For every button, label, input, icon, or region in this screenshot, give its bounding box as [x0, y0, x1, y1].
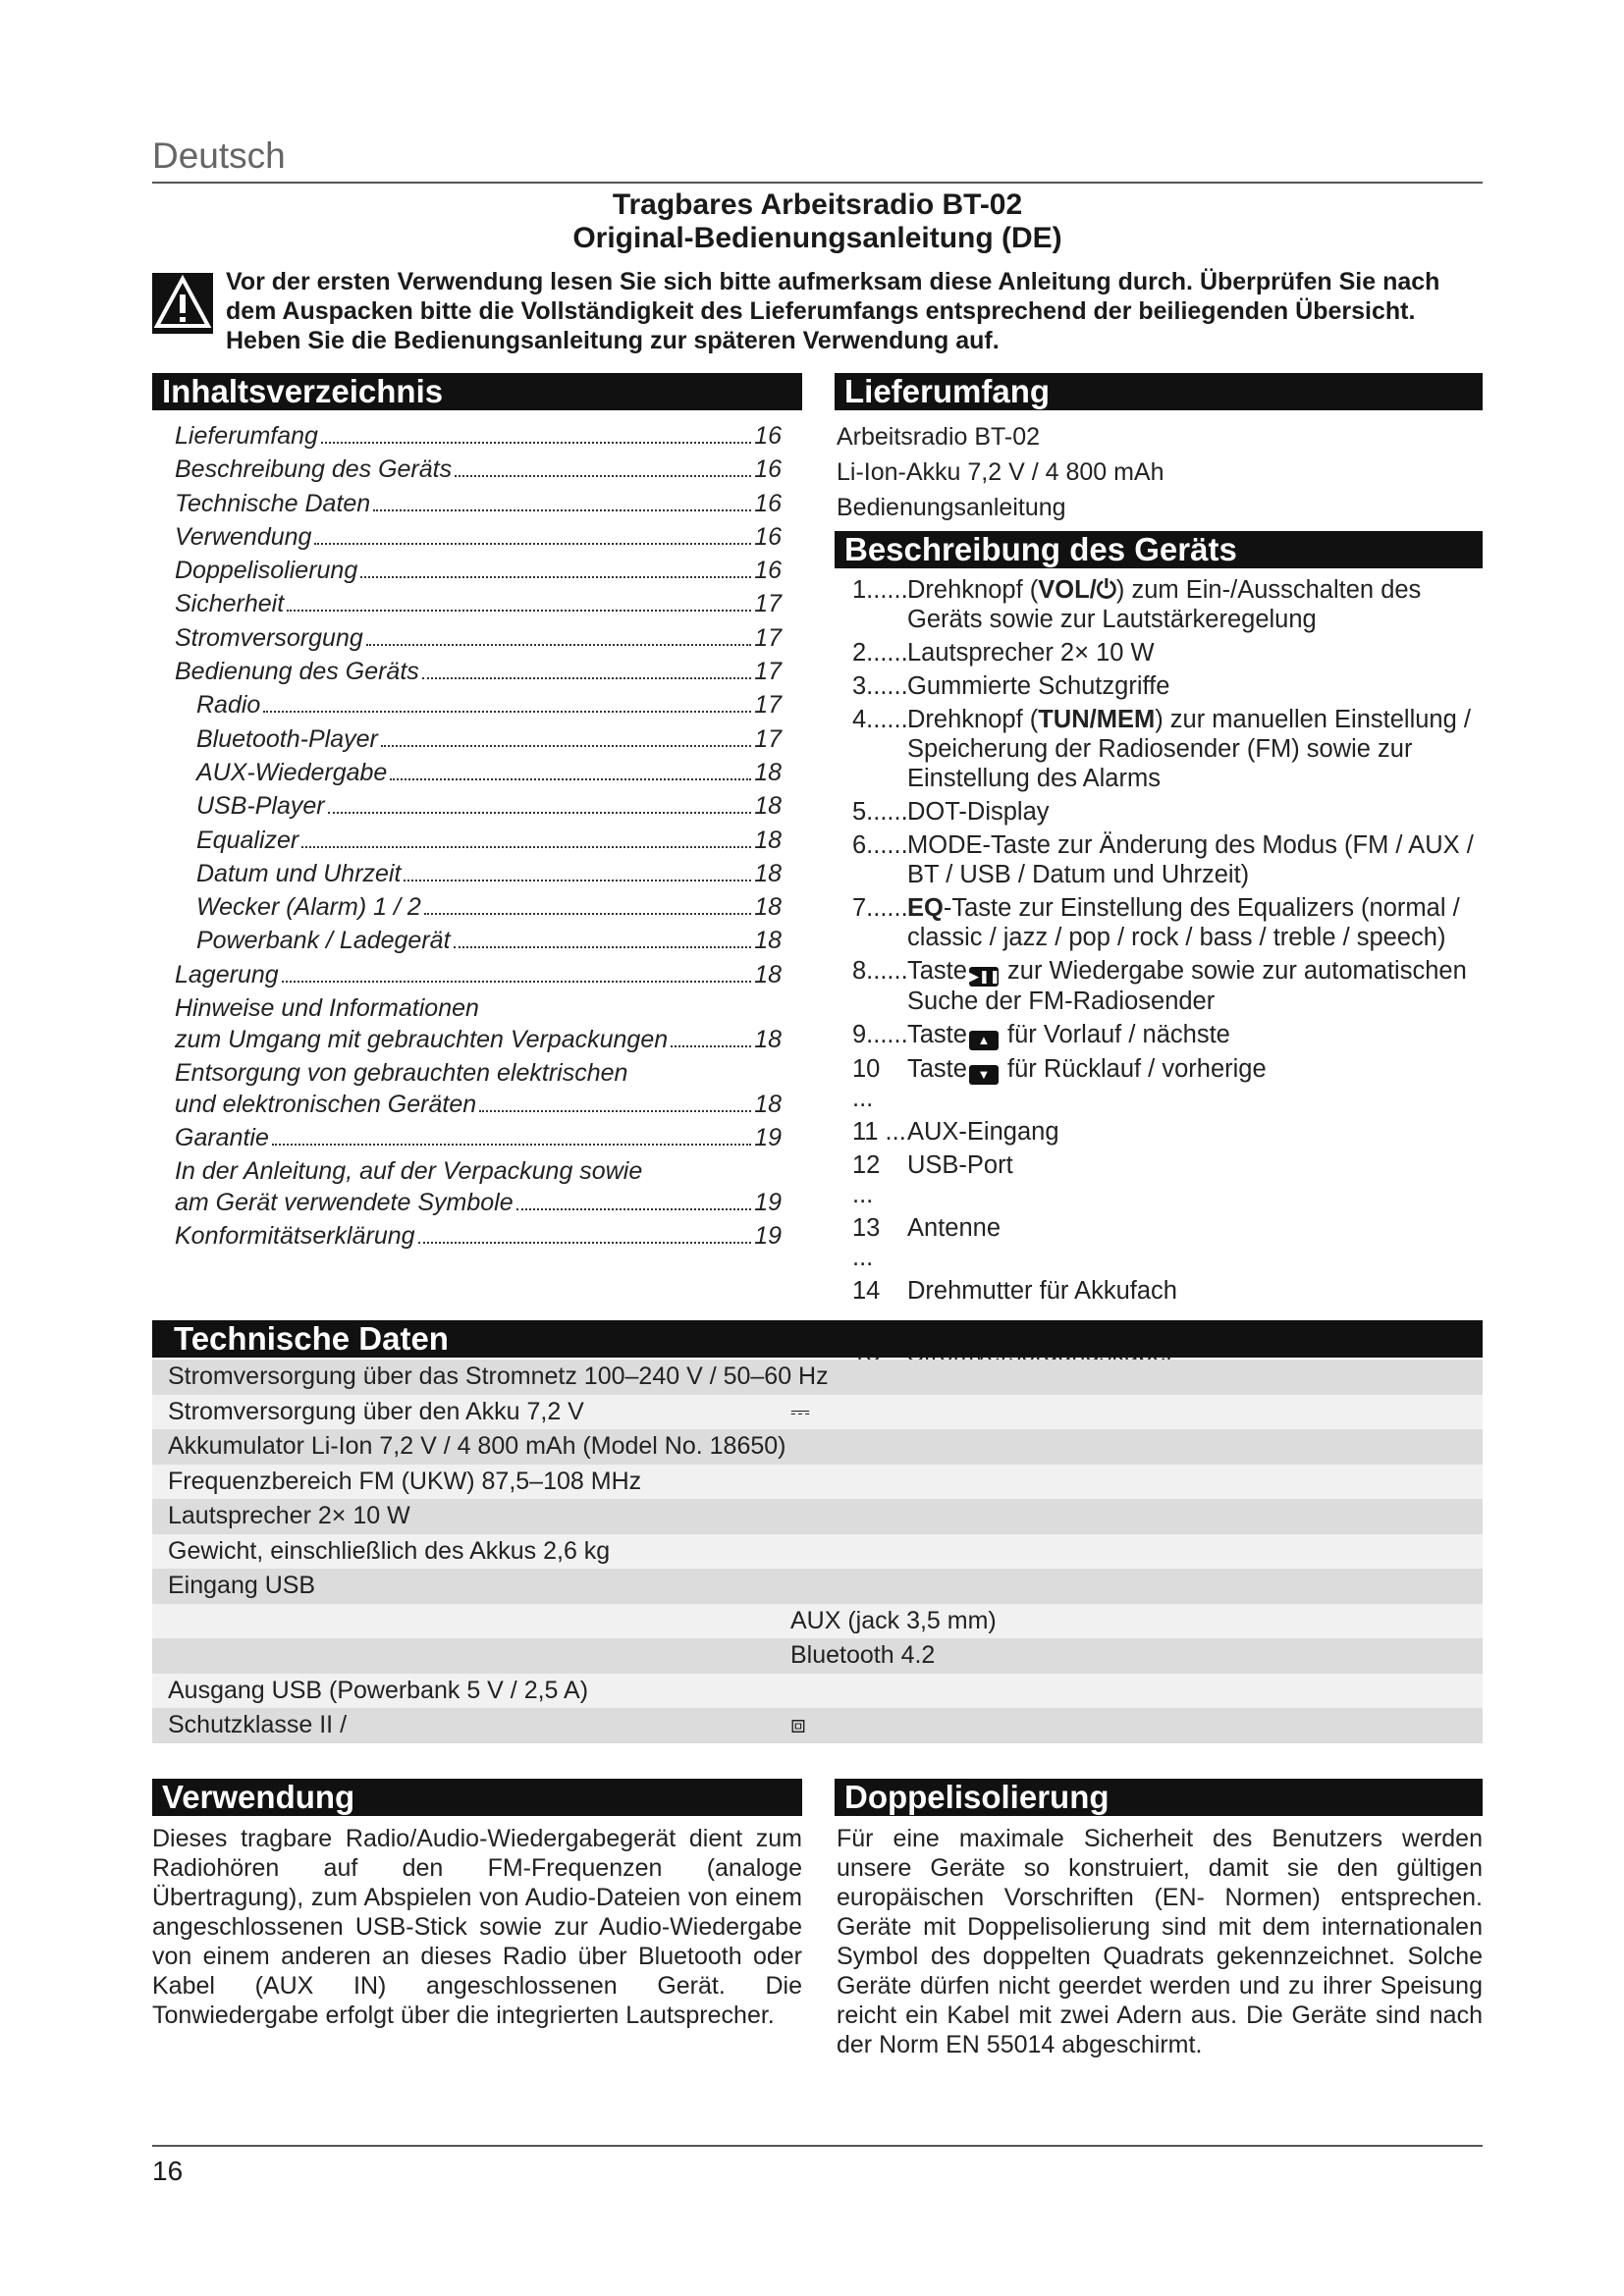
toc-entry-label: Sicherheit [175, 590, 285, 618]
toc-leader [328, 812, 752, 814]
item-text-part: Gummierte Schutzgriffe [907, 672, 1170, 700]
toc-entry[interactable] [175, 419, 782, 453]
toc-entry-page: 19 [754, 1124, 782, 1152]
item-number: 5...... [852, 798, 908, 826]
toc-entry-page: 18 [754, 1026, 782, 1054]
spec-row [152, 1638, 1483, 1674]
spec-row [152, 1395, 1483, 1430]
toc-heading: Inhaltsverzeichnis [152, 373, 802, 410]
toc-entry[interactable] [175, 688, 782, 721]
item-number: 8...... [852, 957, 908, 985]
description-item [852, 671, 1481, 701]
toc-entry-page: 17 [754, 590, 782, 618]
toc-entry-page: 18 [754, 893, 782, 922]
usage-text: Dieses tragbare Radio/Audio-Wiedergabegerät dient zum Radiohören auf den FM-Frequenzen (analoge Übertragung), zum Abspielen von Audio-Dateien von einem angeschlossenen USB-Stick sowie zur Audio-Wiedergabe von einem anderen an dieses Radio über Bluetooth oder Kabel (AUX IN) angeschlossenen Gerät. Die Tonwiedergabe erfolgt über die integrierten Lautsprecher. [152, 1825, 802, 2029]
spec-row [152, 1499, 1483, 1534]
description-item [852, 575, 1481, 634]
toc-leader [314, 543, 751, 545]
specs-table [152, 1360, 1483, 1743]
description-item [852, 1117, 1481, 1147]
toc-entry[interactable] [175, 924, 782, 957]
item-text-part: USB-Port [907, 1151, 1013, 1179]
item-number: 12 ... [852, 1151, 881, 1208]
spec-row [152, 1465, 1483, 1500]
description-item [852, 893, 1481, 952]
item-text [907, 671, 1481, 701]
item-number: 2...... [852, 639, 908, 667]
item-number: 7...... [852, 894, 908, 922]
toc-entry-label: Equalizer [196, 826, 299, 854]
toc-entry-label: USB-Player [196, 792, 325, 821]
spec-text: Schutzklasse II / [168, 1711, 348, 1738]
toc-leader [287, 610, 751, 612]
item-number: 1...... [852, 576, 908, 604]
toc-entry-page: 18 [754, 960, 782, 988]
item-number: 3...... [852, 672, 908, 700]
toc-entry-line: In der Anleitung, auf der Verpackung sowie [175, 1157, 643, 1186]
item-text [907, 1117, 1481, 1147]
toc-entry[interactable] [175, 655, 782, 688]
item-text-bold: TUN/MEM [1038, 706, 1156, 733]
description-item [852, 830, 1481, 889]
toc-entry-page: 17 [754, 623, 782, 652]
item-text-part: Drehmutter für Akkufach [907, 1277, 1177, 1305]
toc-entry-label: Powerbank / Ladegerät [196, 927, 451, 955]
specs-heading: Technische Daten [152, 1320, 1483, 1358]
item-number: 13 ... [852, 1214, 881, 1271]
toc-leader [282, 981, 752, 983]
item-text-part: DOT-Display [907, 798, 1050, 826]
toc-entry[interactable] [175, 991, 782, 1054]
item-number: 4...... [852, 706, 908, 733]
spec-row [152, 1360, 1483, 1395]
toc-entry-label: Doppelisolierung [175, 557, 358, 585]
button-symbol-icon: ▼ [969, 1065, 999, 1085]
toc-leader [373, 509, 751, 511]
spec-value: ⧈ [790, 1711, 806, 1738]
spec-value: AUX (jack 3,5 mm) [790, 1606, 997, 1634]
toc-entry-line: Hinweise und Informationen [175, 994, 479, 1023]
toc-entry-label: am Gerät verwendete Symbole [175, 1189, 514, 1217]
toc-entry[interactable] [175, 756, 782, 789]
toc-entry-page: 18 [754, 758, 782, 786]
toc-entry[interactable] [175, 890, 782, 924]
toc-entry-page: 18 [754, 859, 782, 887]
toc-leader [418, 1242, 752, 1244]
spec-row [152, 1708, 1483, 1743]
toc-leader [263, 711, 751, 713]
list-item: Bedienungsanleitung [837, 494, 1066, 521]
usage-heading: Verwendung [152, 1779, 802, 1816]
list-item: Li-Ion-Akku 7,2 V / 4 800 mAh [837, 458, 1164, 486]
item-text-part: für Vorlauf / nächste [1000, 1021, 1230, 1048]
item-text [907, 575, 1481, 634]
toc-entry-label: zum Umgang mit gebrauchten Verpackungen [175, 1026, 669, 1054]
description-item [852, 956, 1481, 1016]
spec-row [152, 1674, 1483, 1709]
item-text [907, 830, 1481, 889]
item-text [907, 705, 1481, 793]
toc-entry-label: und elektronischen Geräten [175, 1091, 477, 1119]
toc-entry-label: Verwendung [175, 522, 312, 551]
toc-entry[interactable] [175, 554, 782, 587]
insulation-heading: Doppelisolierung [835, 1779, 1483, 1816]
toc-entry[interactable] [175, 789, 782, 823]
item-number: 9...... [852, 1021, 908, 1048]
toc-entry-page: 17 [754, 724, 782, 753]
toc-entry[interactable] [175, 824, 782, 857]
description-item [852, 1020, 1481, 1050]
toc-entry[interactable] [175, 1154, 782, 1217]
toc-leader [272, 1144, 751, 1146]
toc-entry[interactable] [175, 621, 782, 655]
toc-entry-label: Datum und Uhrzeit [196, 859, 402, 887]
toc-entry-page: 16 [754, 489, 782, 517]
language-label: Deutsch [152, 135, 286, 176]
description-item [852, 1213, 1481, 1272]
item-number: 6...... [852, 831, 908, 859]
toc-entry-label: Radio [196, 691, 261, 720]
toc-leader [390, 778, 751, 780]
toc-entry-label: Garantie [175, 1124, 269, 1152]
toc-entry-label: Bluetooth-Player [196, 724, 378, 753]
spec-text: Lautsprecher 2× 10 W [168, 1502, 410, 1529]
item-number: 11 ... [852, 1118, 906, 1146]
description-heading: Beschreibung des Geräts [835, 531, 1483, 568]
item-text [907, 1213, 1481, 1272]
toc-leader [671, 1045, 751, 1047]
item-text-part: Antenne [907, 1214, 1001, 1242]
description-item [852, 797, 1481, 827]
toc-leader [424, 913, 751, 915]
warning-text: Vor der ersten Verwendung lesen Sie sich bitte aufmerksam diese Anleitung durch. Überprüfen Sie nach dem Auspacken bitte die Vollständigkeit des Lieferumfangs entsprechend der beiliegenden Übersicht. Heben Sie die Bedienungsanleitung zur späteren Verwendung auf. [226, 268, 1440, 354]
toc-entry-label: Technische Daten [175, 489, 371, 517]
toc-entry-page: 16 [754, 455, 782, 484]
spec-text: Ausgang USB (Powerbank 5 V / 2,5 A) [168, 1676, 589, 1704]
toc-leader [516, 1208, 752, 1210]
spec-value: Bluetooth 4.2 [790, 1641, 936, 1669]
table-of-contents [175, 419, 782, 1254]
spec-row [152, 1604, 1483, 1639]
toc-entry-line: Entsorgung von gebrauchten elektrischen [175, 1059, 628, 1088]
toc-entry-label: Bedienung des Geräts [175, 658, 419, 686]
toc-entry-label: Lieferumfang [175, 422, 318, 450]
toc-entry-page: 18 [754, 792, 782, 821]
item-text-part: MODE-Taste zur Änderung des Modus (FM / AUX / BT / USB / Datum und Uhrzeit) [907, 831, 1474, 888]
footer-divider [152, 2145, 1483, 2147]
item-text-part: -Taste zur Einstellung des Equalizers (normal / classic / jazz / pop / rock / bass / treble / speech) [907, 894, 1460, 951]
toc-entry[interactable] [175, 587, 782, 620]
item-number: 14 [852, 1277, 881, 1305]
toc-entry-page: 16 [754, 557, 782, 585]
toc-entry[interactable] [175, 1121, 782, 1154]
description-item [852, 1150, 1481, 1209]
toc-entry[interactable] [175, 1219, 782, 1253]
item-text-bold: VOL/⏻ [1038, 576, 1116, 604]
item-text [907, 1150, 1481, 1209]
toc-entry-page: 17 [754, 658, 782, 686]
toc-entry-page: 19 [754, 1189, 782, 1217]
spec-row [152, 1429, 1483, 1465]
item-text [907, 1054, 1481, 1113]
toc-entry-label: Konformitätserklärung [175, 1222, 415, 1251]
list-item: Arbeitsradio BT-02 [837, 423, 1041, 451]
warning-icon [152, 273, 213, 334]
toc-entry-page: 18 [754, 1091, 782, 1119]
toc-entry-label: AUX-Wiedergabe [196, 758, 388, 786]
toc-entry[interactable] [175, 487, 782, 520]
item-text-bold: EQ [907, 894, 944, 922]
toc-entry-label: Beschreibung des Geräts [175, 455, 453, 484]
toc-leader [422, 677, 751, 679]
toc-leader [454, 946, 752, 948]
toc-entry-label: Lagerung [175, 960, 279, 988]
item-text-part: zur Wiedergabe sowie zur automatischen Suche der FM-Radiosender [907, 957, 1467, 1015]
button-symbol-icon: ▶❚❚ [969, 967, 999, 987]
item-text-part: Taste [907, 957, 967, 985]
spec-text: Eingang USB [168, 1572, 316, 1599]
toc-leader [479, 1110, 751, 1112]
item-text [907, 638, 1481, 667]
toc-leader [301, 846, 751, 848]
item-text-part: Lautsprecher 2× 10 W [907, 639, 1155, 667]
spec-row [152, 1569, 1483, 1604]
toc-entry-page: 16 [754, 422, 782, 450]
toc-entry-label: Stromversorgung [175, 623, 363, 652]
toc-entry-page: 18 [754, 927, 782, 955]
item-text-part: Taste [907, 1055, 967, 1083]
toc-entry-page: 17 [754, 691, 782, 720]
spec-text: Akkumulator Li-Ion 7,2 V / 4 800 mAh (Model No. 18650) [168, 1432, 786, 1460]
spec-text: Frequenzbereich FM (UKW) 87,5–108 MHz [168, 1467, 642, 1495]
toc-entry-label: Wecker (Alarm) 1 / 2 [196, 893, 421, 922]
item-text-part: Taste [907, 1021, 967, 1048]
toc-entry-page: 16 [754, 522, 782, 551]
item-number: 10 ... [852, 1055, 881, 1112]
description-item [852, 638, 1481, 667]
toc-entry[interactable] [175, 520, 782, 554]
item-text [907, 956, 1481, 1016]
scope-list [837, 419, 1164, 525]
item-text-part: AUX-Eingang [907, 1118, 1059, 1146]
item-text-part: ) zur manuellen Einstellung / Speicherung der Radiosender (FM) sowie zur Einstellung des Alarms [907, 706, 1471, 792]
description-item [852, 1054, 1481, 1113]
spec-row [152, 1534, 1483, 1570]
spec-value: ⎓ [790, 1397, 810, 1425]
toc-entry-page: 18 [754, 826, 782, 854]
toc-entry[interactable] [175, 1056, 782, 1119]
item-text-part: Drehknopf ( [907, 576, 1039, 604]
toc-entry[interactable] [175, 857, 782, 890]
toc-leader [360, 576, 751, 578]
item-text-part: Drehknopf ( [907, 706, 1039, 733]
page-number: 16 [152, 2156, 184, 2186]
spec-text: Gewicht, einschließlich des Akkus 2,6 kg [168, 1536, 611, 1565]
spec-text: Stromversorgung über das Stromnetz 100–240 V / 50–60 Hz [168, 1362, 829, 1390]
item-text [907, 1020, 1481, 1050]
item-text-part: für Rücklauf / vorherige [1000, 1055, 1267, 1083]
document-title: Tragbares Arbeitsradio BT-02 [612, 188, 1023, 221]
toc-leader [404, 880, 751, 881]
toc-entry[interactable] [175, 722, 782, 756]
button-symbol-icon: ▲ [969, 1031, 999, 1050]
scope-heading: Lieferumfang [835, 373, 1483, 410]
item-text [907, 797, 1481, 827]
toc-entry[interactable] [175, 453, 782, 486]
toc-leader [321, 442, 751, 444]
insulation-text: Für eine maximale Sicherheit des Benutzers werden unsere Geräte so konstruiert, damit sie den gültigen europäischen Vorschriften (EN- Normen) entsprechen. Geräte mit Doppelisolierung sind mit dem internationalen Symbol des doppelten Quadrats gekennzeichnet. Solche Geräte dürfen nicht geerdet werden und zu ihrer Speisung reicht ein Kabel mit zwei Adern aus. Die Geräte sind nach der Norm EN 55014 abgeschirmt. [837, 1825, 1483, 2058]
toc-entry-page: 19 [754, 1222, 782, 1251]
toc-leader [366, 644, 751, 646]
toc-entry[interactable] [175, 958, 782, 991]
toc-leader [455, 475, 751, 477]
item-text [907, 893, 1481, 952]
document-subtitle: Original-Bedienungsanleitung (DE) [572, 222, 1062, 254]
description-item [852, 705, 1481, 793]
toc-leader [381, 745, 751, 747]
header-divider [152, 182, 1483, 184]
item-text-part: ) zum Ein-/Ausschalten des Geräts sowie zur Lautstärkeregelung [907, 576, 1422, 633]
spec-text: Stromversorgung über den Akku 7,2 V [168, 1397, 584, 1425]
